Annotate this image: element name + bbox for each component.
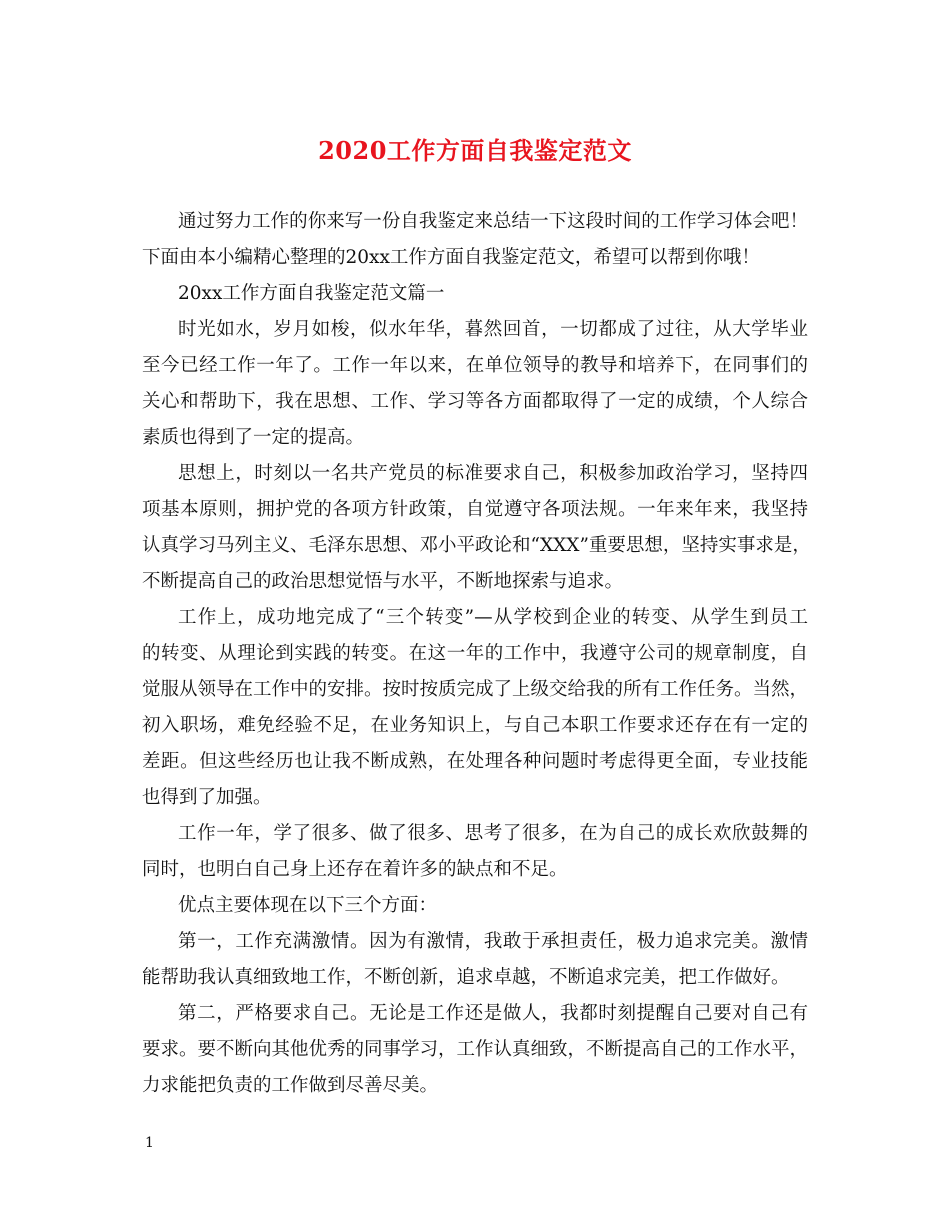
section-heading: 20xx工作方面自我鉴定范文篇一 [178,283,445,304]
paragraph-line: 要求。要不断向其他优秀的同事学习，工作认真细致，不断提高自己的工作水平， [142,1039,809,1060]
paragraph-line: 思想上，时刻以一名共产党员的标准要求自己，积极参加政治学习，坚持四 [178,463,808,484]
document-title: 2020工作方面自我鉴定范文 [318,136,632,165]
paragraph-line: 力求能把负责的工作做到尽善尽美。 [142,1075,439,1096]
paragraph-line: 素质也得到了一定的提高。 [142,427,365,448]
paragraph-line: 认真学习马列主义、毛泽东思想、邓小平政论和“XXX”重要思想，坚持实事求是， [142,535,811,556]
paragraph-line: 项基本原则，拥护党的各项方针政策，自觉遵守各项法规。一年来年来，我坚持 [142,499,808,520]
paragraph-line: 通过努力工作的你来写一份自我鉴定来总结一下这段时间的工作学习体会吧！ [178,211,808,232]
paragraph-line: 觉服从领导在工作中的安排。按时按质完成了上级交给我的所有工作任务。当然， [142,679,809,700]
paragraph-line: 不断提高自己的政治思想觉悟与水平，不断地探索与追求。 [142,571,624,592]
paragraph-line: 至今已经工作一年了。工作一年以来，在单位领导的教导和培养下，在同事们的 [142,355,808,376]
paragraph-line: 工作上，成功地完成了“三个转变”—从学校到企业的转变、从学生到员工 [178,607,808,628]
paragraph-line: 的转变、从理论到实践的转变。在这一年的工作中，我遵守公司的规章制度，自 [142,643,808,664]
paragraph-line: 第一，工作充满激情。因为有激情，我敢于承担责任，极力追求完美。激情 [178,931,808,952]
paragraph-line: 优点主要体现在以下三个方面： [178,895,438,916]
paragraph-line: 也得到了加强。 [142,787,272,808]
document-body [142,204,811,1104]
paragraph-line: 同时，也明白自己身上还存在着许多的缺点和不足。 [142,859,568,880]
paragraph-line: 初入职场，难免经验不足，在业务知识上，与自己本职工作要求还存在有一定的 [142,715,808,736]
paragraph-line: 下面由本小编精心整理的20xx工作方面自我鉴定范文，希望可以帮到你哦！ [142,247,760,268]
paragraph-line: 差距。但这些经历也让我不断成熟，在处理各种问题时考虑得更全面，专业技能 [142,751,808,772]
page-number: 1 [145,1135,154,1151]
paragraph-line: 时光如水，岁月如梭，似水年华，暮然回首，一切都成了过往，从大学毕业 [178,319,808,340]
paragraph-line: 能帮助我认真细致地工作，不断创新，追求卓越，不断追求完美，把工作做好。 [142,967,790,988]
paragraph-line: 工作一年，学了很多、做了很多、思考了很多，在为自己的成长欢欣鼓舞的 [178,823,808,844]
paragraph-line: 第二，严格要求自己。无论是工作还是做人，我都时刻提醒自己要对自己有 [178,1003,808,1024]
paragraph-line: 关心和帮助下，我在思想、工作、学习等各方面都取得了一定的成绩，个人综合 [142,391,808,412]
